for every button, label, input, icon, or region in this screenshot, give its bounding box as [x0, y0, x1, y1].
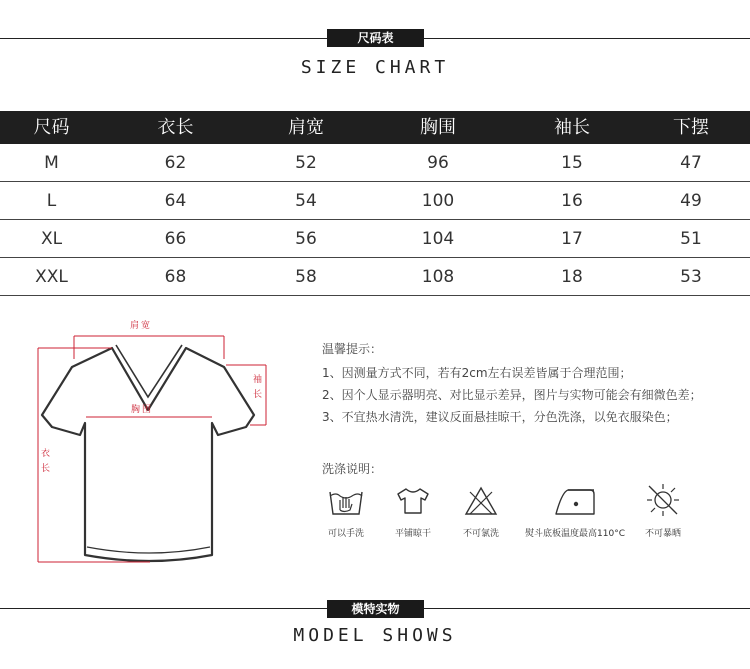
- table-cell: 100: [421, 191, 455, 211]
- size-chart-pill: 尺码表: [327, 29, 424, 47]
- table-cell: 62: [164, 153, 187, 173]
- table-cell: 16: [561, 191, 583, 211]
- care-label-iron: 熨斗底板温度最高110°C: [525, 529, 625, 539]
- table-header: [0, 111, 750, 144]
- table-cell: 96: [427, 153, 449, 173]
- care-label-no-bleach: 不可氯洗: [462, 529, 499, 539]
- table-cell: 56: [295, 229, 317, 249]
- chest-label: 胸围: [131, 405, 154, 415]
- care-label-no-sun: 不可暴晒: [644, 529, 681, 539]
- table-cell: 53: [680, 267, 702, 287]
- table-cell: L: [46, 191, 57, 211]
- table-cell: 66: [164, 229, 187, 249]
- table-cell: 104: [421, 229, 455, 249]
- sleeve-label: 袖长: [253, 375, 263, 400]
- header-chest: 胸围: [420, 117, 456, 138]
- model-shows-subtitle: MODEL SHOWS: [293, 625, 457, 646]
- table-cell: M: [44, 153, 59, 173]
- header-sleeve: 袖长: [554, 117, 590, 138]
- length-label: 衣长: [41, 449, 51, 474]
- care-title: 洗涤说明：: [322, 462, 383, 476]
- table-cell: 49: [680, 191, 702, 211]
- flat-dry-icon: [396, 486, 430, 516]
- table-cell: 64: [164, 191, 187, 211]
- table-cell: 52: [295, 153, 317, 173]
- no-sun-icon: [644, 482, 682, 518]
- table-row: [0, 182, 750, 220]
- size-chart-subtitle: SIZE CHART: [300, 57, 450, 78]
- shoulder-label: 肩宽: [130, 321, 153, 331]
- header-size: 尺码: [33, 117, 70, 138]
- tip-item: 3、不宜热水清洗，建议反面悬挂晾干，分色洗涤，以免衣服染色；: [322, 410, 678, 424]
- table-cell: 68: [164, 267, 187, 287]
- table-row: [0, 258, 750, 296]
- table-cell: 15: [561, 153, 583, 173]
- model-shows-pill: 模特实物: [327, 600, 424, 618]
- tip-item: 1、因测量方式不同，若有2cm左右误差皆属于合理范围；: [322, 366, 632, 380]
- table-cell: 51: [680, 229, 702, 249]
- table-cell: 47: [680, 153, 702, 173]
- tshirt-outline: [42, 348, 254, 561]
- header-shoulder: 肩宽: [288, 117, 324, 138]
- tip-item: 2、因个人显示器明亮、对比显示差异，图片与实物可能会有细微色差；: [322, 388, 702, 402]
- care-label-hand-wash: 可以手洗: [327, 529, 364, 539]
- tips-title: 温馨提示：: [322, 342, 383, 356]
- table-cell: 108: [421, 267, 455, 287]
- hand-wash-icon: [328, 486, 364, 516]
- table-cell: 54: [295, 191, 317, 211]
- table-cell: 17: [561, 229, 583, 249]
- table-cell: 18: [561, 267, 583, 287]
- table-cell: XL: [40, 229, 63, 249]
- table-cell: 58: [295, 267, 317, 287]
- header-length: 衣长: [157, 117, 194, 138]
- no-bleach-icon: [464, 486, 498, 516]
- tshirt-diagram: [30, 315, 280, 575]
- table-row: [0, 144, 750, 182]
- care-label-flat-dry: 平铺晾干: [394, 529, 431, 539]
- table-row: [0, 220, 750, 258]
- size-table: [0, 111, 750, 296]
- table-cell: XXL: [35, 267, 68, 287]
- header-hem: 下摆: [673, 117, 709, 138]
- tshirt-hem: [87, 547, 210, 553]
- iron-icon: [552, 488, 598, 516]
